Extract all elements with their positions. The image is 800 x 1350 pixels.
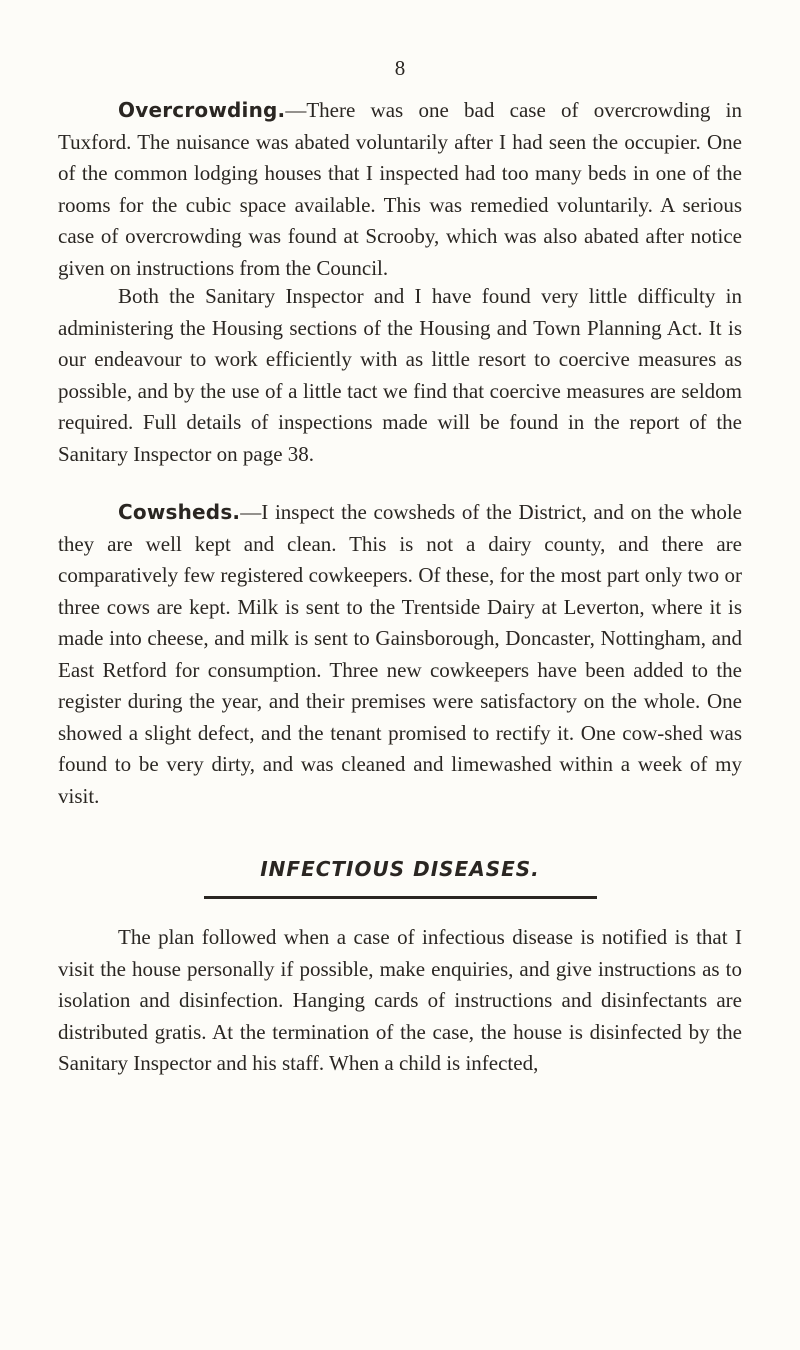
heading-underline — [204, 896, 597, 899]
overcrowding-paragraph — [58, 95, 742, 284]
page-number: 8 — [394, 56, 406, 80]
housing-section — [58, 281, 742, 470]
housing-paragraph: Both the Sanitary Inspector and I have found very little difficulty in administering the Housing sections of the Housing and Town Planning Act. It is our endeavour to work efficiently with as little resort to coercive measures as possible, and by the use of a little tact we find that coercive measures are seldom required. Full details of inspections made will be found in the report of the Sanitary Inspector on page 38. — [58, 284, 742, 466]
infectious-diseases-section — [58, 922, 742, 1080]
cowsheds-title: Cowsheds. — [118, 500, 241, 524]
cowsheds-text: —I inspect the cowsheds of the District, and on the whole they are well kept and clean. This is not a dairy county, and there are comparatively few registered cowkeepers. Of these, for the most part only two or three cows are kept. Milk is sent to the Trentside Dairy at Leverton, where it is made into cheese, and milk is sent to Gainsborough, Doncaster, Nottingham, and East Retford for consumption. Three new cowkeepers have been added to the register during the year, and their premises were satisfactory on the whole. One showed a slight defect, and the tenant promised to rectify it. One cow-shed was found to be very dirty, and was cleaned and limewashed within a week of my visit. — [58, 500, 742, 808]
overcrowding-text: —There was one bad case of overcrowding in Tuxford. The nuisance was abated voluntarily after I had seen the occupier. One of the common lodging houses that I inspected had too many beds in one of the rooms for the cubic space available. This was remedied voluntarily. A serious case of overcrowding was found at Scrooby, which was also abated after notice given on instructions from the Council. — [58, 98, 742, 280]
cowsheds-paragraph — [58, 497, 742, 812]
overcrowding-title: Overcrowding. — [118, 98, 286, 122]
cowsheds-section — [58, 497, 742, 812]
infectious-diseases-paragraph: The plan followed when a case of infectious disease is notified is that I visit the house personally if possible, make enquiries, and give instructions as to isolation and disinfection. Hanging cards of instructions and disinfectants are distributed gratis. At the termination of the case, the house is disinfected by the Sanitary Inspector and his staff. When a child is infected, — [58, 925, 742, 1075]
infectious-diseases-heading: INFECTIOUS DISEASES. — [260, 857, 540, 881]
overcrowding-section — [58, 95, 742, 284]
